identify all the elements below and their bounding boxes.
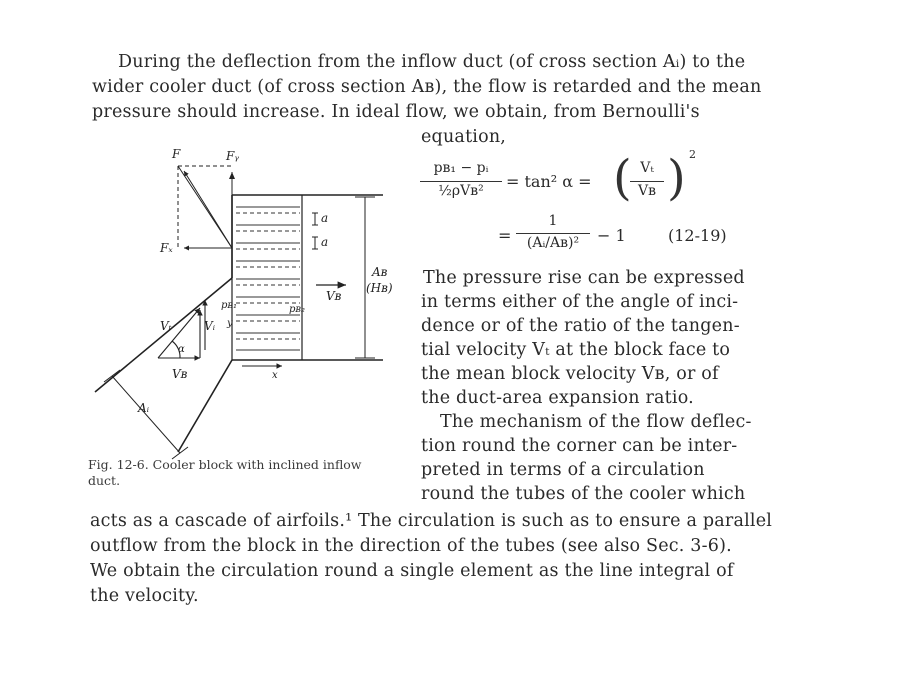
paragraph-top-line-3: pressure should increase. In ideal flow, we obtain, from Bernoulli's — [92, 102, 700, 122]
force-F-arrow — [184, 171, 232, 248]
eq-second-equals: = — [498, 226, 512, 245]
eq-lhs-numerator: pʙ₁ − pᵢ — [433, 160, 489, 176]
eq-minus-one: − 1 — [597, 226, 626, 245]
inlet-upper-wall — [95, 278, 232, 392]
paragraph-right-line-8: tion round the corner can be inter- — [421, 436, 738, 456]
paragraph-right-line-9: preted in terms of a circulation — [421, 460, 705, 480]
label-Ai: Aᵢ — [138, 401, 150, 415]
label-AB: Aʙ — [372, 265, 388, 279]
figure-caption-line-2: duct. — [88, 473, 121, 488]
paragraph-right-line-3: dence or of the ratio of the tangen- — [421, 316, 740, 336]
paragraph-bottom-line-2: outflow from the block in the direction of the tubes (see also Sec. 3-6). — [90, 536, 732, 556]
label-F: F — [172, 147, 181, 161]
label-Fy: Fᵧ — [226, 149, 239, 163]
eq-rhs-numerator: 1 — [548, 213, 558, 229]
cooler-tubes — [236, 207, 300, 350]
label-Fx: Fₓ — [160, 241, 173, 255]
paragraph-right-line-4: tial velocity Vₜ at the block face to — [421, 340, 731, 360]
label-x: x — [272, 370, 278, 381]
label-pB1: pʙ₁ — [221, 300, 238, 311]
label-pB2: pʙ₂ — [289, 304, 306, 315]
eq-paren-numerator: Vₜ — [640, 160, 654, 176]
label-alpha: α — [178, 344, 185, 355]
eq-right-paren: ) — [667, 150, 686, 206]
paragraph-right-line-1: The pressure rise can be expressed — [423, 268, 745, 288]
label-Vi: Vᵢ — [204, 319, 216, 333]
label-Vt: Vₜ — [160, 319, 172, 333]
label-VB-triangle: Vʙ — [172, 367, 188, 381]
figure-caption-line-1: Fig. 12-6. Cooler block with inclined inflow — [88, 457, 362, 472]
eq-rhs-denominator: (Aᵢ/Aʙ)² — [526, 235, 580, 251]
label-VB-mid: Vʙ — [326, 289, 342, 303]
label-HB: (Hʙ) — [366, 281, 393, 295]
paragraph-top-line-1: During the deflection from the inflow duct (of cross section Aᵢ) to the — [118, 52, 746, 72]
eq-left-paren: ( — [613, 150, 632, 206]
equation-number: (12-19) — [668, 226, 727, 245]
eq-exponent: 2 — [689, 148, 696, 161]
eq-paren-denominator: Vʙ — [638, 183, 656, 199]
eq-lhs-denominator: ½ρVʙ² — [438, 183, 484, 199]
label-a2: a — [321, 235, 329, 249]
paragraph-right-line-6: the duct-area expansion ratio. — [421, 388, 694, 408]
eq-tan-term: = tan² α = — [506, 172, 592, 191]
equation-intro: equation, — [421, 127, 507, 147]
label-y: y — [227, 318, 233, 329]
paragraph-right-line-5: the mean block velocity Vʙ, or of — [421, 364, 719, 384]
paragraph-bottom-line-3: We obtain the circulation round a single element as the line integral of — [90, 561, 734, 581]
paragraph-right-line-7: The mechanism of the flow deflec- — [440, 412, 752, 432]
dimension-Ai-top — [104, 370, 120, 382]
paragraph-right-line-2: in terms either of the angle of inci- — [421, 292, 739, 312]
paragraph-top-line-2: wider cooler duct (of cross section Aʙ), the flow is retarded and the mean — [92, 77, 762, 97]
paragraph-bottom-line-4: the velocity. — [90, 586, 199, 606]
label-a1: a — [321, 211, 329, 225]
paragraph-bottom-line-1: acts as a cascade of airfoils.¹ The circulation is such as to ensure a parallel — [90, 511, 773, 531]
paragraph-right-line-10: round the tubes of the cooler which — [421, 484, 746, 504]
